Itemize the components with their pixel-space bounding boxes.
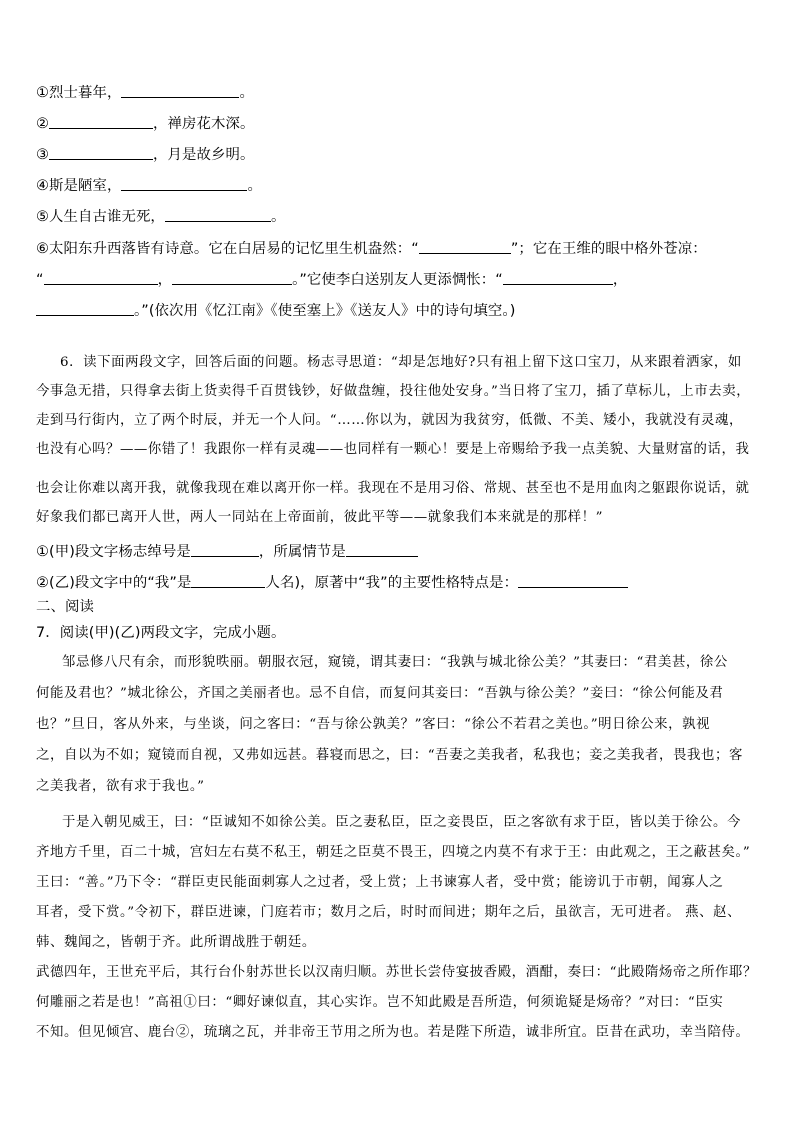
- q6-line: 也会让你难以离开我，就像我现在难以离开你一样。我现在不是用习俗、常规、甚至也不是用血肉之躯跟你说话，就: [36, 481, 750, 496]
- jia-line: 何能及君也？”城北徐公，齐国之美丽者也。忌不自信，而复问其妾曰：“吾孰与徐公美？”妾曰：“徐公何能及君: [36, 686, 724, 701]
- blank: [121, 176, 247, 191]
- blank: [49, 145, 153, 160]
- fill-item-6c: 。”(依次用《忆江南》《使至塞上》《送友人》中的诗句填空。): [36, 301, 758, 321]
- jia-line: 邹忌修八尺有余，而形貌昳丽。朝服衣冠，窥镜，谓其妻曰：“我孰与城北徐公美？”其妻曰：“君美甚，徐公: [62, 655, 728, 670]
- jia-line: 也？”旦日，客从外来，与坐谈，问之客曰：“吾与徐公孰美？”客曰：“徐公不若君之美也。”明日徐公来，孰视: [36, 717, 711, 732]
- section-heading: 二、阅读: [36, 599, 94, 615]
- jia-line: 之，自以为不如；窥镜而自视，又弗如远甚。暮寝而思之，曰：“吾妻之美我者，私我也；妾之美我者，畏我也；客: [36, 748, 743, 763]
- jia-line: 耳者，受下赏。”令初下，群臣进谏，门庭若市；数月之后，时时而间进；期年之后，虽欲言，无可进者。 燕、赵、: [36, 905, 742, 920]
- jia-line: 王曰：“善。”乃下令：“群臣吏民能面刺寡人之过者，受上赏；上书谏寡人者，受中赏；能谤讥于市朝，闻寡人之: [36, 875, 724, 890]
- q6-sub-2: ②(乙)段文字中的“我”是 人名)，原著中“我”的主要性格特点是：: [36, 573, 758, 593]
- yi-line: 何雕丽之若是也！”高祖①曰：“卿好谏似直，其心实诈。岂不知此殿是吾所造，何须诡疑是炀帝？”对曰：“臣实: [36, 995, 724, 1010]
- fill-item-5: ⑤人生自古谁无死， 。: [36, 209, 286, 225]
- q6-line: 6．读下面两段文字，回答后面的问题。杨志寻思道：“却是怎地好?只有祖上留下这口宝刀，从来跟着洒家，如: [60, 355, 742, 370]
- jia-line: 齐地方千里，百二十城，宫妇左右莫不私王，朝廷之臣莫不畏王，四境之内莫不有求于王：由此观之，王之蔽甚矣。”: [36, 845, 751, 860]
- blank: [346, 542, 418, 557]
- fill-item-3: ③ ，月是故乡明。: [36, 147, 255, 163]
- blank: [165, 207, 271, 222]
- blank: [172, 270, 292, 285]
- fill-item-6b: “ ， 。”它使李白送别友人更添惆怅：“ ，: [36, 272, 628, 288]
- blank: [503, 270, 613, 285]
- blank: [191, 542, 259, 557]
- jia-line: 之美我者，欲有求于我也。”: [36, 779, 205, 794]
- fill-item-1: ①烈士暮年， 。: [36, 85, 254, 101]
- jia-line: 韩、魏闻之，皆朝于齐。此所谓战胜于朝廷。: [36, 935, 316, 950]
- q6-line: 也没有心吗？——你错了！我跟你一样有灵魂——也同样有一颗心！要是上帝赐给予我一点美貌、大量财富的话，我: [36, 442, 750, 457]
- blank: [518, 573, 628, 588]
- q7-title: 7．阅读(甲)(乙)两段文字，完成小题。: [36, 625, 286, 641]
- blank: [49, 114, 153, 129]
- jia-line: 于是入朝见威王，曰：“臣诚知不如徐公美。臣之妻私臣，臣之妾畏臣，臣之客欲有求于臣，皆以美于徐公。今: [62, 815, 741, 830]
- fill-item-4: ④斯是陋室， 。: [36, 178, 262, 194]
- q6-sub-1: ①(甲)段文字杨志绰号是 ，所属情节是: [36, 542, 758, 562]
- blank: [44, 270, 158, 285]
- blank: [36, 301, 134, 316]
- q6-line: 好象我们都已离开人世，两人一同站在上帝面前，彼此平等——就象我们本来就是的那样！”: [36, 510, 604, 525]
- q6-line: 走到马行街内，立了两个时辰，并无一个人问。“……你以为，就因为我贫穷，低微、不美、矮小，我就没有灵魂，: [36, 413, 743, 428]
- fill-item-2: ② ，禅房花木深。: [36, 116, 255, 132]
- blank: [121, 83, 239, 98]
- blank: [419, 239, 511, 254]
- yi-line: 不知。但见倾宫、鹿台②，琉璃之瓦，并非帝王节用之所为也。若是陛下所造，诚非所宜。臣昔在武功，幸当陪侍。: [36, 1025, 750, 1040]
- q6-line: 今事急无措，只得拿去街上货卖得千百贯钱钞，好做盘缠，投往他处安身。”当日将了宝刀，插了草标儿，上市去卖，: [36, 384, 751, 399]
- blank: [191, 573, 265, 588]
- yi-line: 武德四年，王世充平后，其行台仆射苏世长以汉南归顺。苏世长尝侍宴披香殿，酒酣，奏曰：“此殿隋炀帝之所作耶？: [36, 965, 757, 980]
- fill-item-6: ⑥太阳东升西落皆有诗意。它在白居易的记忆里生机盎然：“ ”；它在王维的眼中格外苍凉：: [36, 241, 707, 257]
